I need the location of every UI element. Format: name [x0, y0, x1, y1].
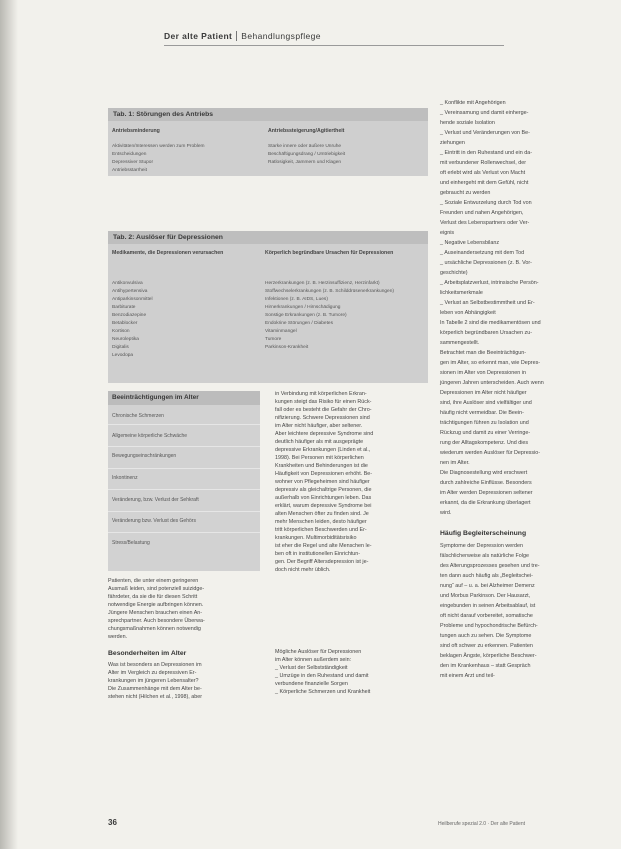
table-2-col1-head: Medikamente, die Depressionen verursachen [112, 250, 224, 256]
right-paragraph-line: _ Verlust an Selbstbestimmtheit und Er- [440, 300, 535, 306]
footer-text: Heilberufe spezial 2.0 · Der alte Patient [438, 821, 525, 827]
table-2-col1-item: Kortison [112, 329, 130, 334]
table-2-col2-head: Körperlich begründbare Ursachen für Depressionen [265, 250, 394, 256]
right-paragraph-line: _ Vereinsamung und damit einherge- [440, 110, 529, 116]
mid-paragraph-line: _ Körperliche Schmerzen und Krankheit [275, 689, 371, 695]
right-paragraph-line: fälschlicherweise als natürliche Folge [440, 553, 529, 559]
mid-paragraph-line: im Alter können außerdem sein: [275, 657, 352, 663]
table-2-col1-item: Antiparkinsonmittel [112, 297, 153, 302]
right-paragraph-line: Probleme und hypochondrische Befürch- [440, 623, 538, 629]
running-header [164, 31, 321, 41]
right-paragraph-line: des Alterungsprozesses gesehen und tre- [440, 563, 540, 569]
right-paragraph-line: erkannt, da die Erkrankung überlagert [440, 500, 531, 506]
table-2-col1-item: Levodopa [112, 353, 134, 358]
left-paragraph-line: Alter im Vergleich zu depressiven Er- [108, 670, 197, 676]
left-paragraph-line: fährdeter, da sie die für diesen Schritt [108, 594, 198, 600]
right-paragraph-line: durch zahlreiche Einflüsse. Besonders [440, 480, 532, 486]
table-1-col2-item: Ratlosigkeit, Jammern und Klagen [268, 160, 342, 165]
right-paragraph-line: gen im Alter, so erkennt man, wie Depres- [440, 360, 541, 366]
table-3-item: Stress/Belastung [112, 540, 150, 546]
right-paragraph-line: tungen auch zu sehen. Die Symptome [440, 633, 532, 639]
right-paragraph-line: ten dann auch häufig als „Begleitschei- [440, 573, 533, 579]
right-paragraph-line: häufig nicht vermeidbar. Die Beein- [440, 410, 524, 416]
mid-paragraph-line: fall oder es besteht die Gefahr der Chro- [275, 407, 372, 413]
right-paragraph-line: mit einem Arzt und teil- [440, 673, 495, 679]
right-paragraph-line: und Morbus Parkinson. Der Hausarzt, [440, 593, 531, 599]
left-paragraph-line: stehen nicht (Hilchen et al., 1998), aber [108, 694, 203, 700]
right-paragraph-line: jüngeren Jahren unterscheiden. Auch wenn [440, 380, 544, 386]
table-1-col2-item: Beschäftigungsdrang / Umtriebigkeit [268, 152, 346, 157]
mid-paragraph-line: Häufigkeit von Depressionen erhöht. Be- [275, 471, 373, 477]
right-paragraph-line: nung“ auf – u. a. bei Alzheimer Demenz [440, 583, 535, 589]
mid-paragraph-line: ist eher die Regel und alte Menschen le- [275, 543, 372, 549]
right-paragraph-line: eignis [440, 230, 455, 236]
right-paragraph-line: wird. [440, 510, 452, 516]
right-paragraph-line: leben von Abhängigkeit [440, 310, 496, 316]
table-3-divider [108, 446, 260, 447]
table-2-col1-item: Neuroleptika [112, 337, 139, 342]
header-section: Der alte Patient [164, 31, 233, 41]
mid-paragraph-line: außerhalb von Einrichtungen leben. Das [275, 495, 372, 501]
table-3-divider [108, 511, 260, 512]
right-paragraph-line: _ Verlust und Veränderungen von Be- [440, 130, 530, 136]
right-paragraph-line: hende soziale Isolation [440, 120, 495, 126]
right-paragraph-line: mit verbundener Rollenwechsel, der [440, 160, 526, 166]
table-3-divider [108, 532, 260, 533]
table-2-col2-item: Sonstige Erkrankungen (z. B. Tumore) [265, 313, 347, 318]
table-2-col2-item: Hirnerkrankungen / Hirnschädigung [265, 305, 341, 310]
right-paragraph-line: sind, ihre Auslöser sind vielfältiger und [440, 400, 532, 406]
left-paragraph-line: krankungen im jüngeren Lebensalter? [108, 678, 199, 684]
mid-paragraph-line: nifizierung. Schwere Depressionen sind [275, 415, 370, 421]
page-number: 36 [108, 818, 117, 827]
table-1-col1-item: Antriebsstarrheit [112, 168, 147, 173]
mid-paragraph-line: Aber leichtere depressive Syndrome sind [275, 431, 374, 437]
right-paragraph-line: Freunden und nahen Angehörigen, [440, 210, 524, 216]
table-3-item: Chronische Schmerzen [112, 413, 164, 419]
table-2-col2-item: Infektionen (z. B. AIDS, Lues) [265, 297, 328, 302]
right-paragraph-line: im Alter werden Depressionen seltener [440, 490, 533, 496]
table-3-item: Allgemeine körperliche Schwäche [112, 433, 188, 439]
mid-paragraph-line: tritt körperlichen Beschwerden und Er- [275, 527, 367, 533]
table-2-col1-item: Betablocker [112, 321, 138, 326]
table-3-divider [108, 424, 260, 425]
right-paragraph-line: sionen im Alter von Depressionen in [440, 370, 526, 376]
right-paragraph-line: Rückzug und damit zu einer Verringe- [440, 430, 531, 436]
right-paragraph-line: und einhergeht mit dem Gefühl, nicht [440, 180, 529, 186]
table-2-col1-item: Digitalis [112, 345, 129, 350]
table-3-item: Inkontinenz [112, 475, 138, 481]
left-paragraph-line: chungsmaßnahmen können notwendig [108, 626, 201, 632]
table-1-col2-head: Antriebssteigerung/Agitiertheit [268, 128, 345, 134]
right-paragraph-line: nen im Alter. [440, 460, 470, 466]
left-subheading: Besonderheiten im Alter [108, 650, 187, 657]
table-2-title: Tab. 2: Auslöser für Depressionen [108, 231, 428, 244]
right-subheading: Häufig Begleiterscheinung [440, 530, 527, 537]
right-paragraph-line: ziehungen [440, 140, 465, 146]
right-paragraph-line: lichkeitsmerkmale [440, 290, 483, 296]
right-paragraph-line: rung der Alltagskompetenz. Und dies [440, 440, 529, 446]
mid-paragraph-line: verbundene finanzielle Sorgen [275, 681, 348, 687]
mid-paragraph-line: 1998). Bei Personen mit körperlichen [275, 455, 364, 461]
table-1-col2-item: Starke innere oder äußere Unruhe [268, 144, 342, 149]
table-2-col2-item: Endokrine Störungen / Diabetes [265, 321, 333, 326]
table-3-title: Beeinträchtigungen im Alter [108, 391, 260, 405]
table-2-col1-item: Barbiturate [112, 305, 136, 310]
right-paragraph-line: Die Diagnosestellung wird erschwert [440, 470, 528, 476]
right-paragraph-line: Betrachtet man die Beeinträchtigun- [440, 350, 527, 356]
table-2-col2-item: Tumore [265, 337, 282, 342]
table-2-col1-item: Benzodiazepine [112, 313, 147, 318]
right-paragraph-line: Symptome der Depression werden [440, 543, 523, 549]
right-paragraph-line: trächtigungen führen zu Isolation und [440, 420, 529, 426]
mid-paragraph-line: krankungen. Multimorbiditätsrisiko [275, 535, 357, 541]
mid-paragraph-line: _ Umzüge in den Ruhestand und damit [275, 673, 369, 679]
mid-paragraph-line: ben oft in institutionellen Einrichtun- [275, 551, 361, 557]
header-rule [164, 45, 504, 46]
mid-paragraph-line: Mögliche Auslöser für Depressionen [275, 649, 362, 655]
mid-paragraph-line: erklärt, warum depressive Syndrome bei [275, 503, 372, 509]
right-paragraph-line: oft nicht darauf vorbereitet, somatische [440, 613, 533, 619]
mid-paragraph-line: deutlich häufiger als mit ausgeprägte [275, 439, 364, 445]
table-3-divider [108, 489, 260, 490]
table-1-col1-head: Antriebsminderung [112, 128, 160, 134]
table-2-col1-item: Antihypertensiva [112, 289, 148, 294]
table-1-col1-item: Entscheidungen [112, 152, 147, 157]
table-2-col2-item: Vitaminmangel [265, 329, 297, 334]
right-paragraph-line: _ Arbeitsplatzverlust, intrinsische Persön- [440, 280, 539, 286]
left-paragraph-line: Was ist besonders an Depressionen im [108, 662, 202, 668]
table-1-col1-item: Depressiver Stupor [112, 160, 154, 165]
table-2-col2-item: Parkinson-Krankheit [265, 345, 309, 350]
mid-paragraph-line: mehr Menschen leiden, desto häufiger [275, 519, 367, 525]
header-separator [236, 31, 237, 41]
left-paragraph-line: werden. [108, 634, 128, 640]
left-paragraph-line: Die Zusammenhänge mit dem Alter be- [108, 686, 202, 692]
table-3-item: Bewegungseinschränkungen [112, 453, 177, 459]
mid-paragraph-line: Krankheiten und Behinderungen ist die [275, 463, 368, 469]
right-paragraph-line: gebraucht zu werden [440, 190, 491, 196]
mid-paragraph-line: gen. Der Begriff Altersdepression ist je- [275, 559, 369, 565]
table-2-col2-item: Stoffwechselerkrankungen (z. B. Schilddrüsenerkrankungen) [265, 289, 394, 294]
mid-paragraph-line: alten Menschen öfter zu finden sind. Je [275, 511, 369, 517]
mid-paragraph-line: doch nicht mehr üblich. [275, 567, 331, 573]
right-paragraph-line: _ Soziale Entwurzelung durch Tod von [440, 200, 532, 206]
right-paragraph-line: Depressionen im Alter nicht häufiger [440, 390, 527, 396]
right-paragraph-line: Verlust des Lebenspartners oder Ver- [440, 220, 530, 226]
right-paragraph-line: _ Eintritt in den Ruhestand und ein da- [440, 150, 533, 156]
right-paragraph-line: _ Konflikte mit Angehörigen [440, 100, 506, 106]
mid-paragraph-line: _ Verlust der Selbstständigkeit [275, 665, 348, 671]
left-paragraph-line: sprechpartner. Auch besondere Überwa- [108, 618, 205, 624]
mid-paragraph-line: kungen steigt das Risiko für einen Rück- [275, 399, 372, 405]
mid-paragraph-line: wohner von Pflegeheimen sind häufiger [275, 479, 370, 485]
right-paragraph-line: beklagen Ängste, körperliche Beschwer- [440, 653, 537, 659]
mid-paragraph-line: depressive Erkrankungen (Linden et al., [275, 447, 371, 453]
right-paragraph-line: den im Krankenhaus – statt Gespräch [440, 663, 531, 669]
right-paragraph-line: geschichte) [440, 270, 468, 276]
right-paragraph-line: eingebunden in seinen Arbeitsablauf, ist [440, 603, 536, 609]
left-paragraph-line: notwendige Energie aufbringen können. [108, 602, 204, 608]
left-paragraph-line: Patienten, die unter einem geringeren [108, 578, 199, 584]
table-2-col1-item: Antikonvulsiva [112, 281, 143, 286]
table-3-item: Veränderung, bzw. Verlust der Sehkraft [112, 497, 199, 503]
header-title: Behandlungspflege [241, 31, 321, 41]
mid-paragraph-line: depressiv als gleichaltrige Personen, die [275, 487, 372, 493]
table-2-col2-item: Herzerkrankungen (z. B. Herzinsuffizienz, Herzinfarkt) [265, 281, 380, 286]
right-paragraph-line: In Tabelle 2 sind die medikamentösen und [440, 320, 541, 326]
table-3 [108, 391, 260, 571]
right-paragraph-line: körperlich begründbaren Ursachen zu- [440, 330, 532, 336]
table-3-divider [108, 468, 260, 469]
page-shadow [0, 0, 18, 849]
table-1-col1-item: Aktivitäten/Interessen werden zum Problem [112, 144, 205, 149]
mid-paragraph-line: in Verbindung mit körperlichen Erkran- [275, 391, 367, 397]
left-paragraph-line: Jüngere Menschen brauchen einen An- [108, 610, 203, 616]
right-paragraph-line: _ ursächliche Depressionen (z. B. Vor- [440, 260, 532, 266]
right-paragraph-line: _ Negative Lebensbilanz [440, 240, 500, 246]
left-paragraph-line: Ausmaß leiden, sind potenziell suizidge- [108, 586, 205, 592]
mid-paragraph-line: im Alter nicht häufiger, aber seltener. [275, 423, 363, 429]
right-paragraph-line: oft erlebt wird als Verlust von Macht [440, 170, 526, 176]
right-paragraph-line: wiederum werden Auslöser für Depressio- [440, 450, 541, 456]
table-3-item: Veränderung bzw. Verlust des Gehörs [112, 518, 196, 524]
table-1-title: Tab. 1: Störungen des Antriebs [108, 108, 428, 121]
right-paragraph-line: _ Auseinandersetzung mit dem Tod [440, 250, 525, 256]
right-paragraph-line: sammengestellt. [440, 340, 480, 346]
right-paragraph-line: sind oft schwer zu erkennen. Patienten [440, 643, 533, 649]
